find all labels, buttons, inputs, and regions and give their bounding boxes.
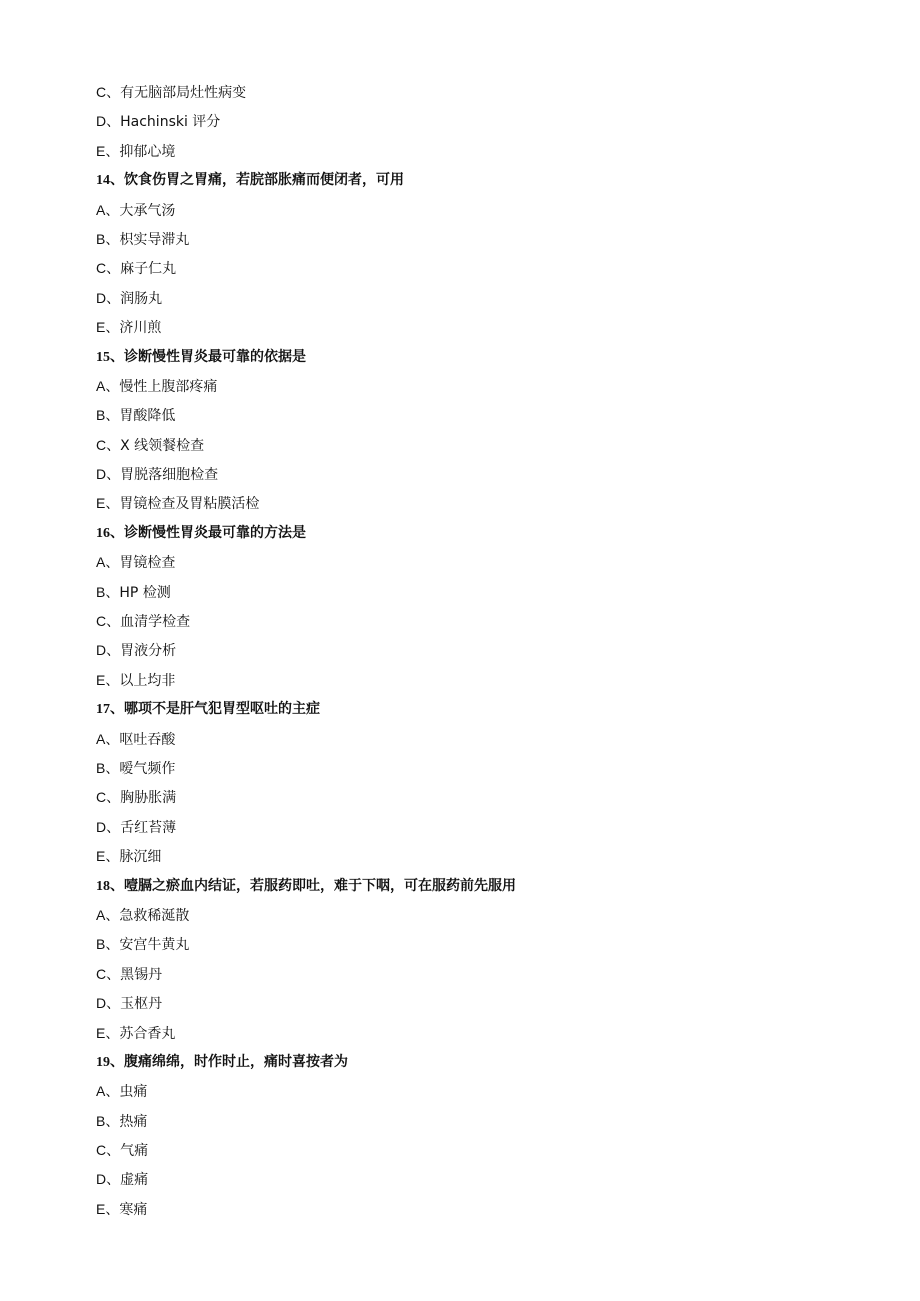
option-text: 胃液分析 — [120, 643, 177, 660]
answer-option-a — [96, 196, 856, 225]
option-letter: E — [96, 319, 106, 336]
option-separator: 、 — [106, 790, 121, 807]
option-letter: E — [96, 495, 106, 512]
exam-page — [96, 78, 856, 1224]
question-text: 饮食伤胃之胃痛，若脘部胀痛而便闭者，可用 — [124, 172, 404, 189]
option-separator: 、 — [105, 231, 120, 248]
option-separator: 、 — [105, 378, 120, 395]
question-separator: 、 — [110, 1053, 124, 1070]
option-separator: 、 — [106, 114, 121, 131]
option-letter: E — [96, 1200, 106, 1217]
option-separator: 、 — [106, 966, 121, 983]
answer-option-a — [96, 901, 856, 930]
answer-option-c — [96, 431, 856, 460]
option-letter: A — [96, 906, 106, 923]
option-separator: 、 — [105, 320, 120, 337]
option-text: 血清学检查 — [120, 614, 191, 631]
option-text: 虚痛 — [120, 1172, 149, 1189]
option-separator: 、 — [105, 1025, 120, 1042]
question-number: 19 — [96, 1054, 110, 1070]
option-letter: B — [96, 583, 106, 600]
question-separator: 、 — [110, 348, 124, 365]
question-separator: 、 — [110, 524, 124, 541]
question-16 — [96, 519, 856, 548]
option-letter: B — [96, 230, 106, 247]
answer-option-d — [96, 284, 856, 313]
option-letter: D — [96, 289, 107, 306]
answer-option-a — [96, 548, 856, 577]
option-separator: 、 — [105, 1201, 120, 1218]
option-separator: 、 — [106, 290, 121, 307]
option-text: 慢性上腹部疼痛 — [119, 378, 218, 395]
option-separator: 、 — [105, 555, 120, 572]
question-number: 15 — [96, 349, 110, 365]
answer-option-c — [96, 607, 856, 636]
option-separator: 、 — [106, 643, 121, 660]
answer-option-a — [96, 372, 856, 401]
option-letter: A — [96, 377, 106, 394]
option-text: 安宫牛黄丸 — [119, 937, 190, 954]
option-letter: E — [96, 142, 106, 159]
option-letter: C — [96, 789, 107, 806]
option-separator: 、 — [105, 202, 120, 219]
option-text: 黑锡丹 — [120, 966, 163, 983]
question-text: 诊断慢性胃炎最可靠的方法是 — [124, 524, 306, 541]
answer-option-a — [96, 1077, 856, 1106]
option-separator: 、 — [106, 1172, 121, 1189]
option-text: 苏合香丸 — [119, 1025, 176, 1042]
question-separator: 、 — [110, 877, 124, 894]
option-letter: A — [96, 1083, 106, 1100]
option-letter: E — [96, 848, 106, 865]
answer-option-d — [96, 813, 856, 842]
question-number: 17 — [96, 702, 110, 718]
question-text: 腹痛绵绵，时作时止，痛时喜按者为 — [124, 1053, 348, 1070]
answer-option-d — [96, 989, 856, 1018]
question-separator: 、 — [110, 172, 124, 189]
answer-option-c — [96, 783, 856, 812]
option-separator: 、 — [106, 437, 121, 454]
option-letter: C — [96, 613, 107, 630]
answer-option-e — [96, 137, 856, 166]
option-text: 热痛 — [119, 1113, 148, 1130]
option-separator: 、 — [106, 819, 121, 836]
option-letter: C — [96, 965, 107, 982]
option-separator: 、 — [105, 849, 120, 866]
answer-option-c — [96, 78, 856, 107]
option-separator: 、 — [105, 731, 120, 748]
option-letter: A — [96, 554, 106, 571]
question-number: 18 — [96, 878, 110, 894]
option-text: HP 检测 — [119, 584, 171, 601]
option-letter: E — [96, 671, 106, 688]
option-text: Hachinski 评分 — [120, 114, 221, 131]
option-separator: 、 — [106, 996, 121, 1013]
question-15 — [96, 343, 856, 372]
option-separator: 、 — [105, 584, 120, 601]
question-separator: 、 — [110, 701, 124, 718]
option-text: 抑郁心境 — [119, 143, 176, 160]
option-letter: D — [96, 1171, 107, 1188]
answer-option-d — [96, 636, 856, 665]
answer-option-c — [96, 960, 856, 989]
option-letter: C — [96, 436, 107, 453]
option-letter: A — [96, 730, 106, 747]
answer-option-a — [96, 725, 856, 754]
option-letter: A — [96, 201, 106, 218]
question-number: 16 — [96, 525, 110, 541]
answer-option-b — [96, 225, 856, 254]
option-separator: 、 — [105, 1113, 120, 1130]
answer-option-e — [96, 1195, 856, 1224]
answer-option-b — [96, 578, 856, 607]
option-letter: B — [96, 1112, 106, 1129]
answer-option-e — [96, 489, 856, 518]
answer-option-b — [96, 401, 856, 430]
answer-option-e — [96, 666, 856, 695]
option-separator: 、 — [105, 143, 120, 160]
answer-option-b — [96, 930, 856, 959]
option-text: 润肠丸 — [120, 290, 163, 307]
answer-option-c — [96, 1136, 856, 1165]
question-text: 噎膈之瘀血内结证，若服药即吐，难于下咽，可在服药前先服用 — [124, 877, 516, 894]
option-text: 虫痛 — [119, 1084, 148, 1101]
option-text: 胸胁胀满 — [120, 790, 177, 807]
answer-option-c — [96, 254, 856, 283]
option-text: 急救稀涎散 — [119, 907, 190, 924]
option-text: 有无脑部局灶性病变 — [120, 85, 247, 101]
option-text: 气痛 — [120, 1143, 149, 1160]
question-18 — [96, 872, 856, 901]
option-text: 嗳气频作 — [119, 760, 176, 777]
option-separator: 、 — [105, 1084, 120, 1101]
question-14 — [96, 166, 856, 195]
option-separator: 、 — [106, 467, 121, 484]
option-separator: 、 — [105, 408, 120, 425]
option-text: 胃镜检查及胃粘膜活检 — [119, 496, 260, 513]
answer-option-e — [96, 313, 856, 342]
question-19 — [96, 1048, 856, 1077]
option-separator: 、 — [106, 614, 121, 631]
answer-option-d — [96, 460, 856, 489]
option-text: 麻子仁丸 — [120, 261, 177, 278]
option-separator: 、 — [105, 496, 120, 513]
option-text: 呕吐吞酸 — [119, 731, 176, 748]
option-letter: C — [96, 1142, 107, 1159]
option-separator: 、 — [106, 261, 121, 278]
option-separator: 、 — [105, 907, 120, 924]
answer-option-b — [96, 1107, 856, 1136]
answer-option-e — [96, 1019, 856, 1048]
option-text: 寒痛 — [119, 1201, 148, 1218]
option-letter: C — [96, 260, 107, 277]
option-letter: D — [96, 466, 107, 483]
option-text: 胃脱落细胞检查 — [120, 467, 219, 484]
option-text: 玉枢丹 — [120, 996, 163, 1013]
option-text: X 线领餐检查 — [120, 437, 205, 454]
option-text: 胃镜检查 — [119, 555, 176, 572]
question-text: 诊断慢性胃炎最可靠的依据是 — [124, 348, 306, 365]
option-text: 枳实导滞丸 — [119, 231, 190, 248]
option-letter: D — [96, 113, 107, 130]
option-letter: B — [96, 759, 106, 776]
option-letter: B — [96, 936, 106, 953]
option-separator: 、 — [106, 85, 121, 101]
option-separator: 、 — [106, 1143, 121, 1160]
option-text: 脉沉细 — [119, 849, 162, 866]
option-letter: D — [96, 642, 107, 659]
option-text: 大承气汤 — [119, 202, 176, 219]
option-separator: 、 — [105, 937, 120, 954]
option-text: 以上均非 — [119, 672, 176, 689]
option-letter: E — [96, 1024, 106, 1041]
option-letter: B — [96, 407, 106, 424]
option-text: 舌红苔薄 — [120, 819, 177, 836]
option-letter: C — [96, 84, 107, 100]
question-number: 14 — [96, 173, 110, 189]
question-17 — [96, 695, 856, 724]
option-separator: 、 — [105, 760, 120, 777]
answer-option-d — [96, 1165, 856, 1194]
option-separator: 、 — [105, 672, 120, 689]
question-text: 哪项不是肝气犯胃型呕吐的主症 — [124, 701, 320, 718]
option-letter: D — [96, 995, 107, 1012]
answer-option-e — [96, 842, 856, 871]
option-letter: D — [96, 818, 107, 835]
option-text: 胃酸降低 — [119, 408, 176, 425]
option-text: 济川煎 — [119, 320, 162, 337]
answer-option-d — [96, 107, 856, 136]
answer-option-b — [96, 754, 856, 783]
